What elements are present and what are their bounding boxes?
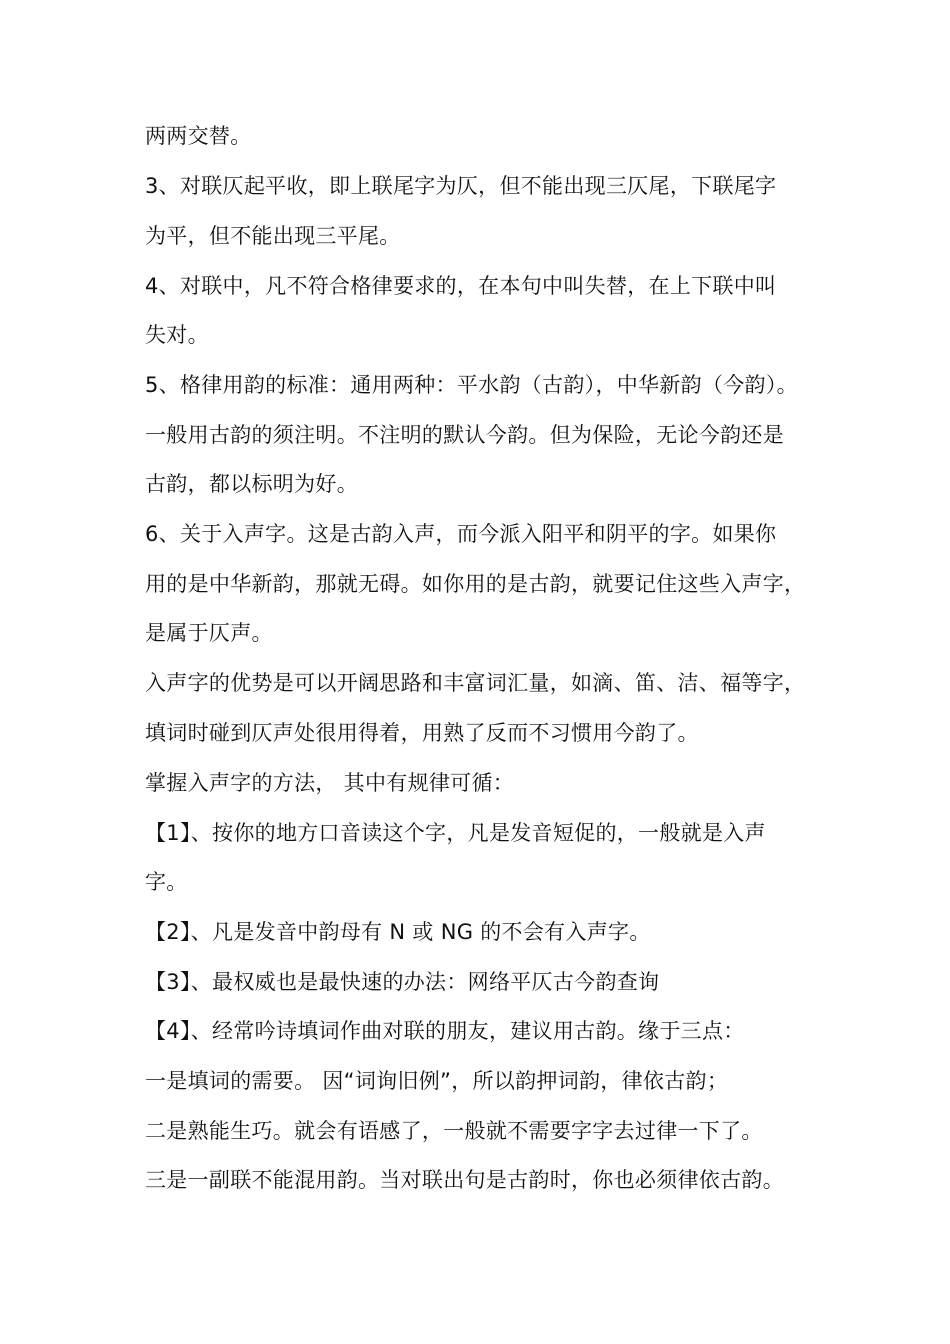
- text-line: 三是一副联不能混用韵。当对联出句是古韵时，你也必须律依古韵。: [145, 1168, 784, 1192]
- text-line: 一是填词的需要。 因“词询旧例”，所以韵押词韵，律依古韵；: [145, 1069, 729, 1093]
- text-line: 4、对联中，凡不符合格律要求的，在本句中叫失替，在上下联中叫: [145, 274, 777, 298]
- text-line: 6、关于入声字。这是古韵入声，而今派入阳平和阴平的字。如果你: [145, 522, 777, 546]
- text-line: 【1】、按你的地方口音读这个字，凡是发音短促的，一般就是入声: [145, 821, 766, 845]
- text-line: 【4】、经常吟诗填词作曲对联的朋友，建议用古韵。缘于三点：: [145, 1019, 745, 1043]
- text-line: 入声字的优势是可以开阔思路和丰富词汇量，如滴、笛、洁、福等字，: [145, 671, 806, 695]
- text-line: 5、格律用韵的标准：通用两种：平水韵（古韵），中华新韵（今韵）。: [145, 373, 798, 397]
- text-line: 掌握入声字的方法， 其中有规律可循：: [145, 771, 515, 795]
- text-line: 二是熟能生巧。就会有语感了，一般就不需要字字去过律一下了。: [145, 1119, 763, 1143]
- text-line: 字。: [145, 870, 188, 894]
- text-line: 用的是中华新韵，那就无碍。如你用的是古韵，就要记住这些入声字，: [145, 572, 806, 596]
- text-line: 是属于仄声。: [145, 621, 273, 645]
- text-line: 填词时碰到仄声处很用得着，用熟了反而不习惯用今韵了。: [145, 721, 699, 745]
- text-line: 为平，但不能出现三平尾。: [145, 224, 401, 248]
- text-line: 失对。: [145, 323, 209, 347]
- text-line: 一般用古韵的须注明。不注明的默认今韵。但为保险，无论今韵还是: [145, 423, 784, 447]
- text-line: 3、对联仄起平收，即上联尾字为仄，但不能出现三仄尾，下联尾字: [145, 174, 777, 198]
- text-line: 古韵，都以标明为好。: [145, 472, 358, 496]
- text-line: 【2】、凡是发音中韵母有 N 或 NG 的不会有入声字。: [145, 920, 651, 944]
- text-line: 【3】、最权威也是最快速的办法：网络平仄古今韵查询: [145, 970, 660, 994]
- text-line: 两两交替。: [145, 124, 252, 148]
